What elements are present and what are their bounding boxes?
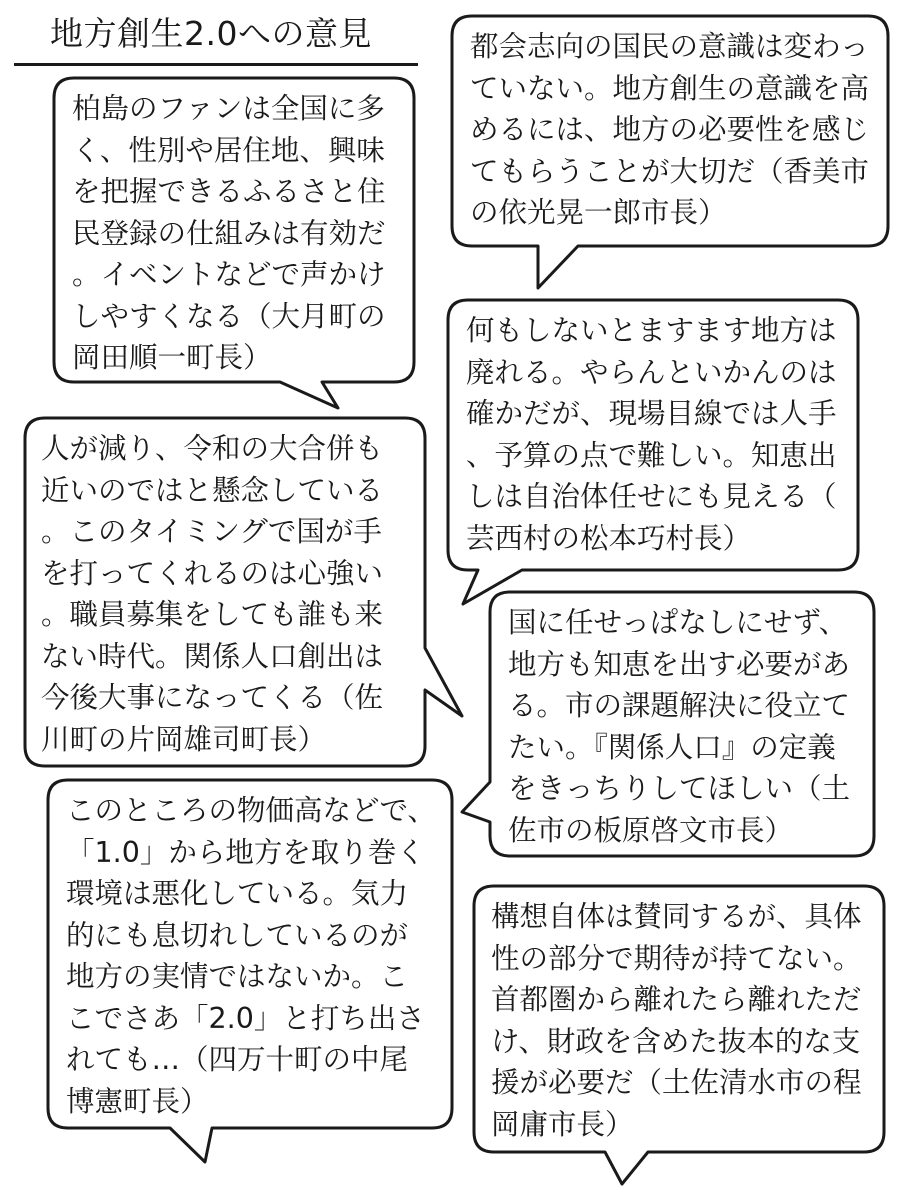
title-underline <box>14 63 418 66</box>
opinion-text-omotsuki: 柏島のファンは全国に多く、性別や居住地、興味を把握できるふるさと住民登録の仕組みは有効だ。イベントなどで声かけしやすくなる（大月町の岡田順一町長） <box>72 92 386 374</box>
page-title: 地方創生2.0への意見 <box>50 14 372 53</box>
opinion-text-shimanto: このところの物価高などで、「1.0」から地方を取り巻く環境は悪化している。気力的にも息切れしているのが地方の実情ではないか。ここでさあ「2.0」と打ち出されても…（四万十町の中尾博憲町長） <box>66 794 436 1118</box>
opinion-text-sakawa: 人が減り、令和の大合併も近いのではと懸念している。このタイミングで国が手を打ってくれるのは心強い。職員募集をしても誰も来ない時代。関係人口創出は今後大事になってくる（佐川町の片岡雄司町長） <box>41 432 384 756</box>
opinion-text-tosashimizu: 構想自体は賛同するが、具体性の部分で期待が持てない。首都圏から離れたら離れただけ、財政を含めた抜本的な支援が必要だ（土佐清水市の程岡庸市長） <box>491 900 862 1141</box>
opinion-text-kami: 都会志向の国民の意識は変わっていない。地方創生の意識を高めるには、地方の必要性を感じてもらうことが大切だ（香美市の依光晃一郎市長） <box>470 30 870 229</box>
opinion-text-geisei: 何もしないとますます地方は廃れる。やらんといかんのは確かだが、現場目線では人手、予算の点で難しい。知恵出しは自治体任せにも見える（芸西村の松本巧村長） <box>466 314 837 555</box>
opinion-text-tosa: 国に任せっぱなしにせず、地方も知恵を出す必要がある。市の課題解決に役立てたい。『関係人口』の定義をきっちりしてほしい（土佐市の板原啓文市長） <box>508 606 851 847</box>
